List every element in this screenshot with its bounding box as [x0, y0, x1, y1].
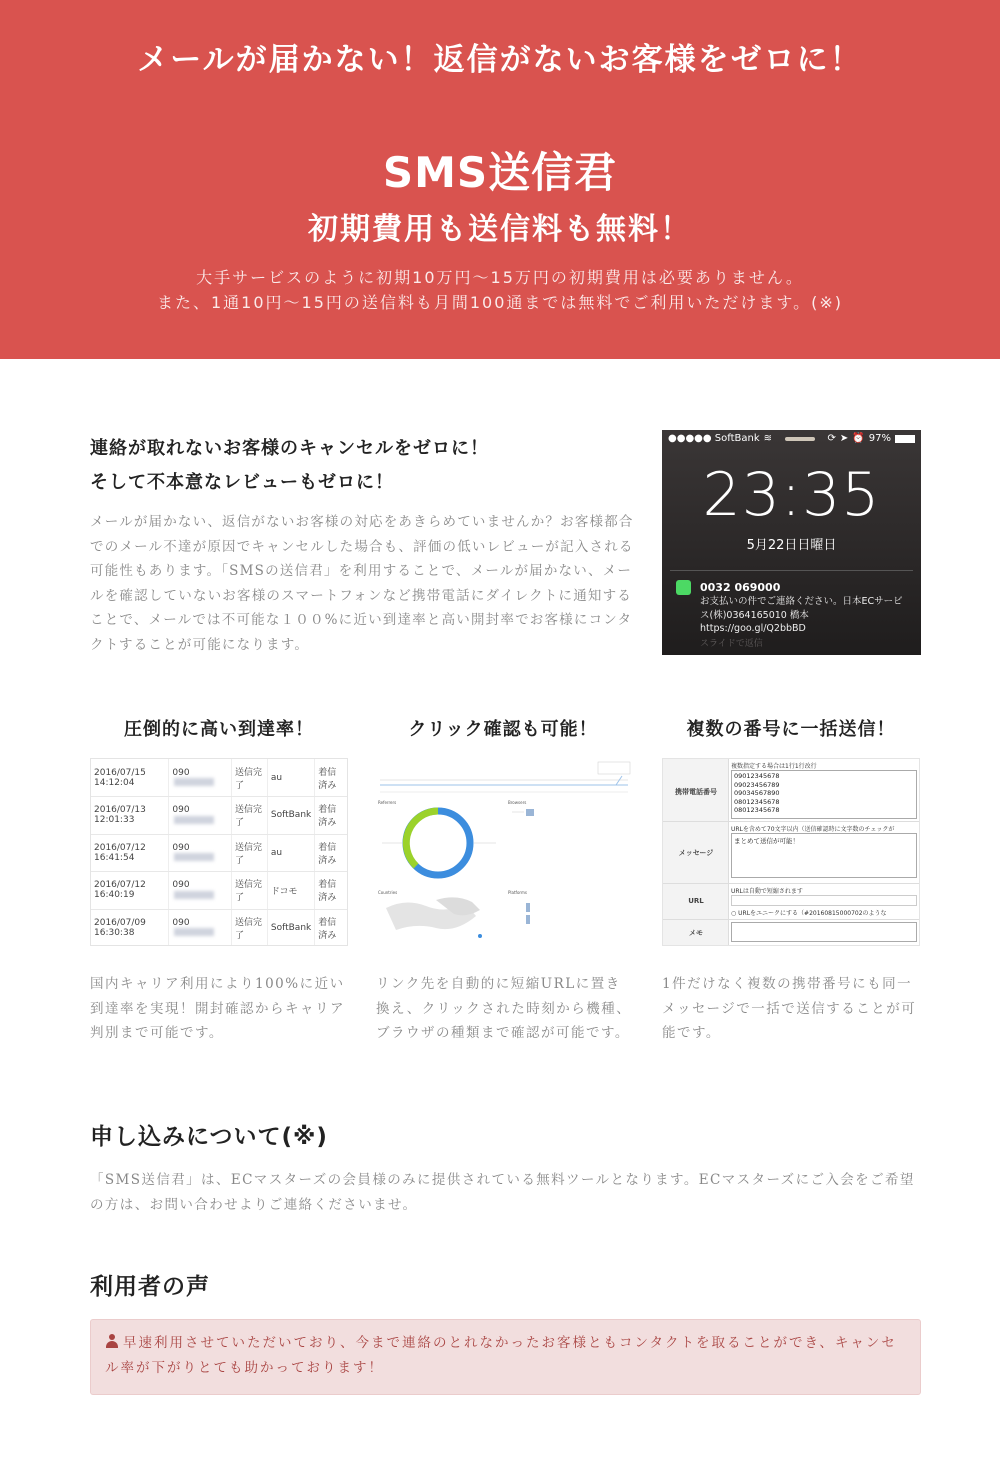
log-carrier: au: [267, 834, 314, 872]
apply-title: 申し込みについて(※): [90, 1124, 328, 1150]
hero-banner: [0, 0, 1000, 359]
hero-subtitle: 初期費用も送信料も無料！: [308, 212, 692, 247]
countries-label: Countries: [378, 890, 398, 895]
phone-battery-text: 97%: [868, 433, 891, 444]
blurred-number: [174, 853, 214, 861]
browsers-label: Browsers: [508, 800, 527, 805]
table-row: [91, 759, 347, 797]
feature-title-delivery: 圧倒的に高い到達率！: [124, 719, 314, 740]
form-url-input[interactable]: [731, 895, 917, 906]
form-message-textarea[interactable]: まとめて送信が可能！: [731, 833, 917, 878]
log-carrier: au: [267, 759, 314, 797]
log-status: 送信完了: [231, 909, 267, 946]
feature-title-click: クリック確認も可能！: [408, 719, 598, 740]
intro-body: メールが届かない、返信がないお客様の対応をあきらめていませんか？お客様都合でのメール不達が原因でキャンセルした場合も、評価の低いレビューが記入される可能性もあります。「SMSの送信君」を利用することで、メールが届かない、メールを確認していないお客様のスマートフォンなど携帯電話にダイレクトに通知することで、メールでは不可能な１００%に近い到達率と高い開封率でお客様にコンタクトすることが可能になります。: [90, 514, 634, 653]
form-url-label: URL: [688, 897, 704, 905]
feature-desc-bulk: 1件だけなく複数の携帯番号にも同一メッセージで一括で送信することが可能です。: [662, 976, 917, 1041]
log-received: 着信済み: [315, 872, 347, 910]
form-url-unique-option[interactable]: ○ URLをユニークにする（#20160815000702のような: [731, 910, 887, 917]
hero-desc-line2: また、1通10円～15円の送信料も月間100通までは無料でご利用いただけます。(※): [156, 293, 844, 312]
blurred-number: [174, 891, 214, 899]
referrers-label: Referrers: [378, 800, 397, 805]
log-received: 着信済み: [315, 797, 347, 835]
hero-desc-line1: 大手サービスのように初期10万円～15万円の初期費用は必要ありません。: [196, 268, 804, 287]
phone-clock: 23:35: [702, 460, 881, 530]
lock-rotation-icon: ⟳: [827, 433, 836, 444]
phone-lockscreen-image: [662, 430, 921, 655]
user-icon: [105, 1334, 119, 1348]
table-row: [91, 909, 347, 946]
log-carrier: SoftBank: [267, 797, 314, 835]
blurred-number: [174, 778, 214, 786]
wifi-icon: ≋: [763, 433, 773, 444]
phone-divider: [670, 570, 913, 571]
hero-title: SMS送信君: [382, 148, 618, 197]
log-number: 090: [169, 909, 232, 946]
table-row: [91, 834, 347, 872]
feature-desc-delivery: 国内キャリア利用により100%に近い到達率を実現！開封確認からキャリア判別まで可能です。: [90, 976, 345, 1041]
form-phone-label: 携帯電話番号: [675, 788, 717, 796]
testimonial-text: 早速利用させていただいており、今まで連絡のとれなかったお客様ともコンタクトを取ることができ、キャンセル率が下がりとても助かっております！: [105, 1335, 897, 1376]
log-received: 着信済み: [315, 759, 347, 797]
bulk-send-form-image: [662, 758, 920, 946]
form-phone-textarea[interactable]: 09012345678 09023456789 09034567890 08012345678 08012345678: [731, 770, 917, 819]
delivery-log-image: [90, 758, 348, 946]
phone-slide-hint: スライドで返信: [700, 639, 763, 649]
apply-body: 「SMS送信君」は、ECマスターズの会員様のみに提供されている無料ツールとなります。ECマスターズにご入会をご希望の方は、お問い合わせよりご連絡くださいませ。: [90, 1172, 915, 1213]
log-received: 着信済み: [315, 909, 347, 946]
battery-icon: [895, 435, 915, 443]
log-number: 090: [169, 834, 232, 872]
platforms-label: Platforms: [508, 890, 527, 895]
form-message-label: メッセージ: [678, 849, 714, 857]
form-url-unique-text: URLをユニークにする（#20160815000702のような: [738, 910, 887, 917]
phone-date: 5月22日日曜日: [746, 538, 837, 553]
log-carrier: ドコモ: [267, 872, 314, 910]
blurred-number: [174, 816, 214, 824]
log-status: 送信完了: [231, 797, 267, 835]
intro-heading-line2: そして不本意なレビューもゼロに！: [90, 472, 394, 493]
status-pill: [785, 437, 815, 441]
log-datetime: 2016/07/12 16:40:19: [91, 872, 169, 910]
log-datetime: 2016/07/09 16:30:38: [91, 909, 169, 946]
form-message-hint: URLを含めて70文字以内（送信確認時に文字数のチェックが: [731, 826, 895, 833]
phone-message-sender: 0032 069000: [700, 581, 781, 594]
log-datetime: 2016/07/12 16:41:54: [91, 834, 169, 872]
table-row: [91, 797, 347, 835]
form-memo-textarea[interactable]: [731, 922, 917, 942]
location-icon: ➤: [839, 433, 849, 444]
form-phone-hint: 複数指定する場合は1行1行改行: [731, 763, 817, 770]
message-app-icon: [676, 580, 691, 595]
click-analytics-image: [376, 758, 632, 946]
log-datetime: 2016/07/13 12:01:33: [91, 797, 169, 835]
log-received: 着信済み: [315, 834, 347, 872]
log-number: 090: [169, 872, 232, 910]
log-number: 090: [169, 797, 232, 835]
log-status: 送信完了: [231, 759, 267, 797]
log-number: 090: [169, 759, 232, 797]
hero-description: [0, 265, 1000, 315]
blurred-number: [174, 928, 214, 936]
form-url-hint: URLは自動で短縮されます: [731, 888, 803, 895]
alarm-icon: ⏰: [852, 433, 865, 444]
log-carrier: SoftBank: [267, 909, 314, 946]
log-status: 送信完了: [231, 872, 267, 910]
feature-desc-click: リンク先を自動的に短縮URLに置き換え、クリックされた時刻から機種、ブラウザの種類まで確認が可能です。: [376, 976, 632, 1041]
intro-heading: [90, 432, 630, 500]
log-status: 送信完了: [231, 834, 267, 872]
form-memo-label: メモ: [689, 929, 703, 937]
analytics-dashboard-graphic: [376, 758, 632, 946]
feature-title-bulk: 複数の番号に一括送信！: [686, 719, 896, 740]
intro-heading-line1: 連絡が取れないお客様のキャンセルをゼロに！: [90, 438, 489, 459]
phone-message-body: お支払いの件でご連絡ください。日本ECサービス(株)0364165010 橋本 https://goo.gl/Q2bbBD: [700, 596, 903, 634]
table-row: [91, 872, 347, 910]
phone-carrier: ●●●●● SoftBank: [668, 433, 760, 444]
voice-title: 利用者の声: [90, 1274, 210, 1300]
hero-tagline: メールが届かない！返信がないお客様をゼロに！: [137, 42, 863, 78]
delivery-log-table: [91, 759, 347, 946]
phone-status-bar: [668, 433, 915, 444]
log-datetime: 2016/07/15 14:12:04: [91, 759, 169, 797]
testimonial-box: [90, 1319, 921, 1395]
